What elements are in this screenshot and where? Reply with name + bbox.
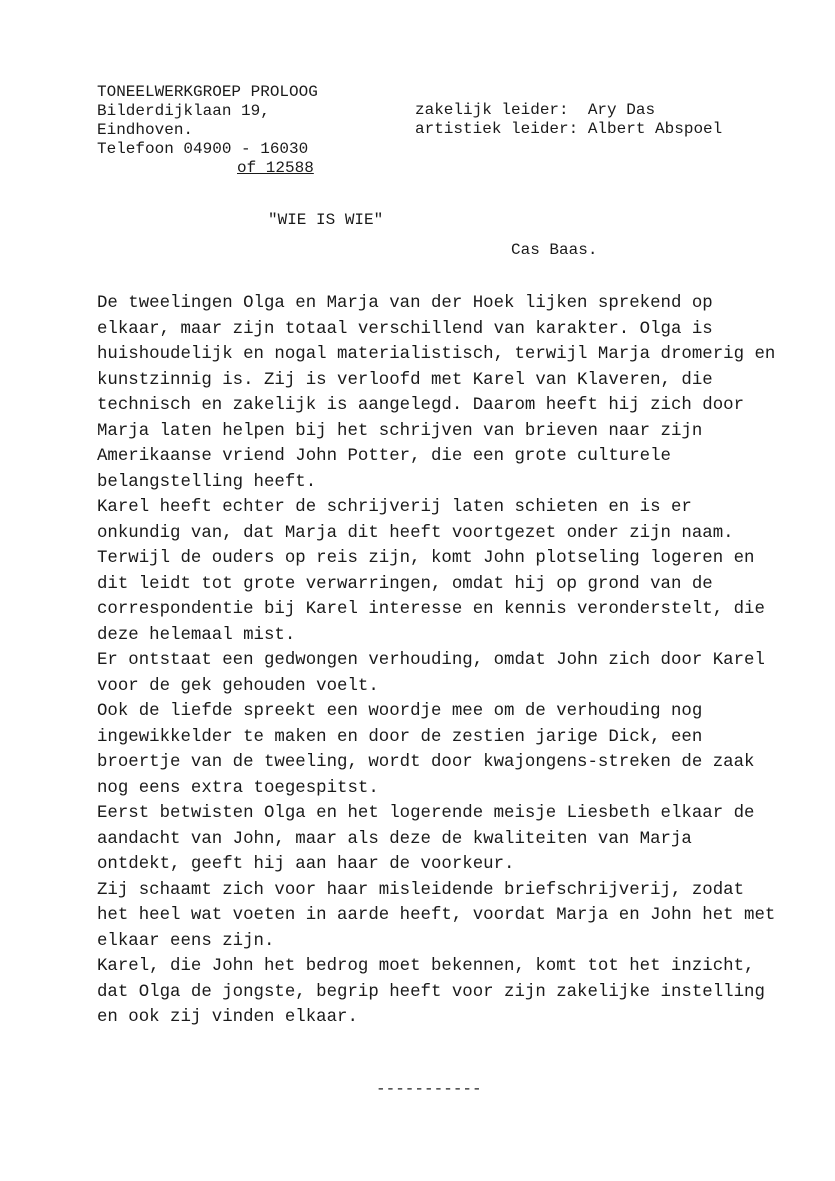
body-line: Karel, die John het bedrog moet bekennen, komt tot het inzicht, — [97, 957, 755, 976]
body-line: aandacht van John, maar als deze de kwaliteiten van Marja — [97, 829, 692, 849]
body-line: dit leidt tot grote verwarringen, omdat hij op grond van de — [97, 574, 713, 594]
play-title: "WIE IS WIE" — [268, 211, 384, 229]
body-line: Er ontstaat een gedwongen verhouding, omdat John zich door Karel — [97, 651, 765, 670]
body-line: Terwijl de ouders op reis zijn, komt John plotseling logeren en — [97, 549, 755, 568]
body-line: belangstelling heeft. — [97, 472, 317, 492]
body-line: technisch en zakelijk is aangelegd. Daarom heeft hij zich door — [97, 396, 745, 415]
body-line: deze helemaal mist. — [97, 625, 296, 645]
body-line: Ook de liefde spreekt een woordje mee om de verhouding nog — [97, 702, 703, 721]
synopsis-body — [97, 291, 797, 1031]
author-name: Cas Baas. — [511, 241, 598, 259]
body-line: De tweelingen Olga en Marja van der Hoek lijken sprekend op — [97, 294, 713, 313]
body-line: dat Olga de jongste, begrip heeft voor zijn zakelijke instelling — [97, 982, 765, 1002]
artistic-director: artistiek leider: Albert Abspoel — [415, 120, 723, 138]
body-line: Zij schaamt zich voor haar misleidende briefschrijverij, zodat — [97, 880, 745, 900]
org-name: TONEELWERKGROEP PROLOOG — [97, 83, 318, 101]
body-line: nog eens extra toegespitst. — [97, 778, 379, 798]
address-city: Eindhoven. — [97, 121, 194, 139]
phone-alt: of 12588 — [237, 159, 314, 177]
body-line: Marja laten helpen bij het schrijven van brieven naar zijn — [97, 421, 703, 441]
body-line: Eerst betwisten Olga en het logerende meisje Liesbeth elkaar de — [97, 804, 755, 823]
body-line: ingewikkelder te maken en door de zestien jarige Dick, een — [97, 727, 703, 747]
phone-alt-row — [97, 159, 318, 178]
business-manager: zakelijk leider: Ary Das — [415, 101, 656, 119]
body-line: elkaar eens zijn. — [97, 931, 275, 951]
phone: Telefoon 04900 - 16030 — [97, 140, 309, 158]
body-line: voor de gek gehouden voelt. — [97, 676, 379, 696]
body-line: correspondentie bij Karel interesse en kennis veronderstelt, die — [97, 600, 765, 619]
body-line: onkundig van, dat Marja dit heeft voortgezet onder zijn naam. — [97, 523, 734, 543]
letterhead-right — [415, 101, 722, 139]
body-line: elkaar, maar zijn totaal verschillend van karakter. Olga is — [97, 319, 713, 339]
body-line: broertje van de tweeling, wordt door kwajongens-streken de zaak — [97, 753, 755, 772]
end-marker: ----------- — [376, 1080, 482, 1098]
body-line: kunstzinnig is. Zij is verloofd met Karel van Klaveren, die — [97, 370, 713, 390]
body-line: Amerikaanse vriend John Potter, die een grote culturele — [97, 447, 671, 466]
body-line: huishoudelijk en nogal materialistisch, terwijl Marja dromerig en — [97, 345, 776, 364]
address-street: Bilderdijklaan 19, — [97, 102, 270, 120]
letterhead-left — [97, 83, 318, 178]
body-line: en ook zij vinden elkaar. — [97, 1008, 358, 1027]
body-line: ontdekt, geeft hij aan haar de voorkeur. — [97, 855, 515, 874]
body-line: Karel heeft echter de schrijverij laten schieten en is er — [97, 498, 692, 517]
body-line: het heel wat voeten in aarde heeft, voordat Marja en John het met — [97, 906, 776, 925]
